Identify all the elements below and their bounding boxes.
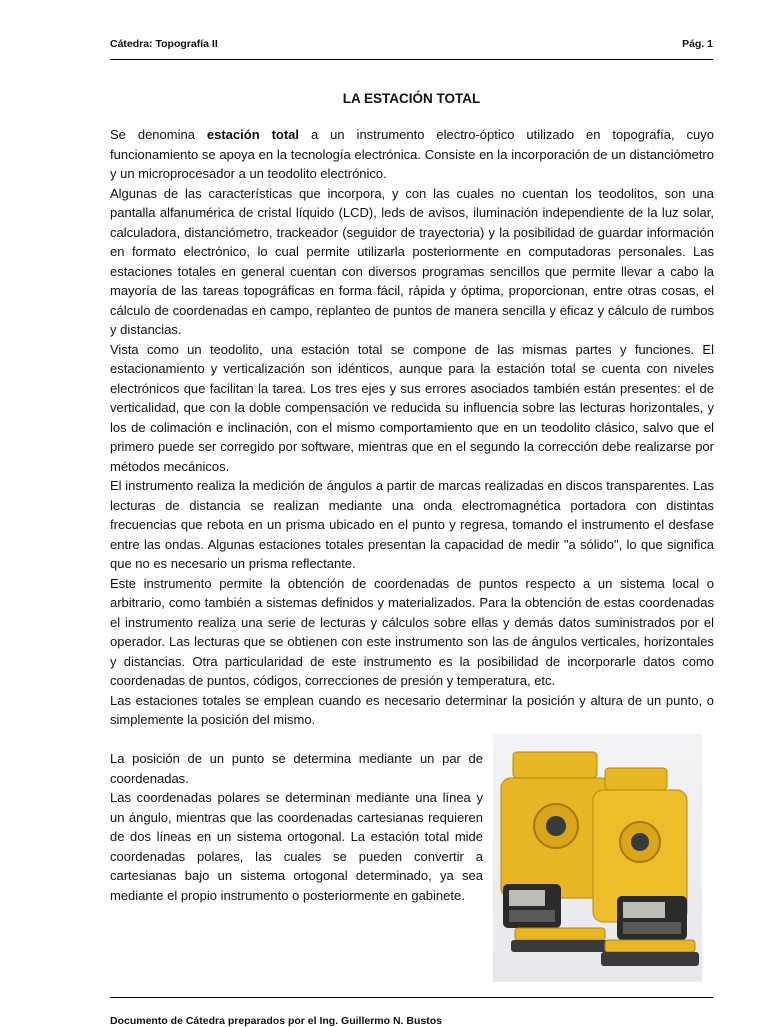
course-name: Cátedra: Topografía II (110, 38, 218, 50)
paragraph-6: Las estaciones totales se emplean cuando es necesario determinar la posición y altura de un punto, o simplemente la posición del mismo. (110, 692, 714, 727)
document-title: LA ESTACIÓN TOTAL (342, 91, 481, 106)
page-header (110, 38, 713, 54)
paragraph-1: Se denomina estación total a un instrumento electro-óptico utilizado en topografía, cuyo funcionamiento se apoya en la tecnología electrónica. Consiste en la incorporación de un distanciómetro y un microprocesador a un teodolito electrónico. (110, 127, 714, 181)
paragraph-4: El instrumento realiza la medición de ángulos a partir de marcas realizadas en discos transparentes. Las lecturas de distancia se realizan mediante una onda electromagnética portadora con distintas frecuencias que rebota en un prisma ubicado en el punto y regresa, tomando el instrumento el desfase entre las ondas. Algunas estaciones totales presentan la capacidad de medir "a sólido", lo que significa que no es necesario un prisma reflectante. (110, 478, 714, 571)
page-footer: Documento de Cátedra preparados por el Ing. Guillermo N. Bustos (110, 1015, 442, 1027)
paragraph-8: Las coordenadas polares se determinan mediante una línea y un ángulo, mientras que las coordenadas cartesianas requieren de dos líneas en un sistema ortogonal. La estación total mide coordenadas polares, las cuales se pueden convertir a cartesianas bajo un sistema ortogonal determinado, ya sea mediante el propio instrumento o posteriormente en gabinete. (110, 790, 483, 903)
paragraph-2: Algunas de las características que incorpora, y con las cuales no cuentan los teodolitos, son una pantalla alfanumérica de cristal líquido (LCD), leds de avisos, iluminación independiente de la luz solar, calculadora, distanciómetro, trackeador (seguidor de trayectoria) y la posibilidad de guardar información en formato electrónico, lo cual permite utilizarla posteriormente en computadoras personales. Las estaciones totales en general cuentan con diversos programas sencillos que permite llevar a cabo la mayoría de las tareas topográficas en forma fácil, rápida y óptima, proporcionan, entre otras cosas, el cálculo de coordenadas en campo, replanteo de puntos de manera sencilla y eficaz y cálculo de rumbos y distancias. (110, 185, 714, 337)
instrument-front (593, 768, 699, 966)
bold-term: estación total (206, 127, 300, 142)
paragraph-5: Este instrumento permite la obtención de coordenadas de puntos respecto a un sistema local o arbitrario, como también a sistemas definidos y materializados. Para la obtención de estas coordenadas el instrumento realiza una serie de lecturas y cálculos sobre ellas y demás datos suministrados por el operador. Las lecturas que se obtienen con este instrumento son las de ángulos verticales, horizontales y distancias. Otra particularidad de este instrumento es la posibilidad de incorporarle datos como coordenadas de puntos, códigos, correcciones de presión y temperatura, etc. (110, 575, 714, 688)
header-rule (110, 59, 713, 60)
paragraph-7: La posición de un punto se determina mediante un par de coordenadas. (110, 751, 483, 786)
total-station-illustration (493, 734, 702, 982)
footer-rule (110, 997, 713, 998)
total-station-photo (493, 734, 702, 982)
page-number: Pág. 1 (682, 38, 713, 50)
paragraph-3: Vista como un teodolito, una estación total se compone de las mismas partes y funciones. El estacionamiento y verticalización son idénticos, aunque para la estación total se cuenta con niveles electrónicos que facilitan la tarea. Los tres ejes y sus errores asociados también están presentes: el de verticalidad, que con la doble compensación ve reducida su influencia sobre las lecturas horizontales, y los de colimación e inclinación, con el mismo comportamiento que en un teodolito clásico, salvo que el primero puede ser corregido por software, mientras que en el segundo la corrección debe realizarse por métodos mecánicos. (110, 341, 714, 474)
